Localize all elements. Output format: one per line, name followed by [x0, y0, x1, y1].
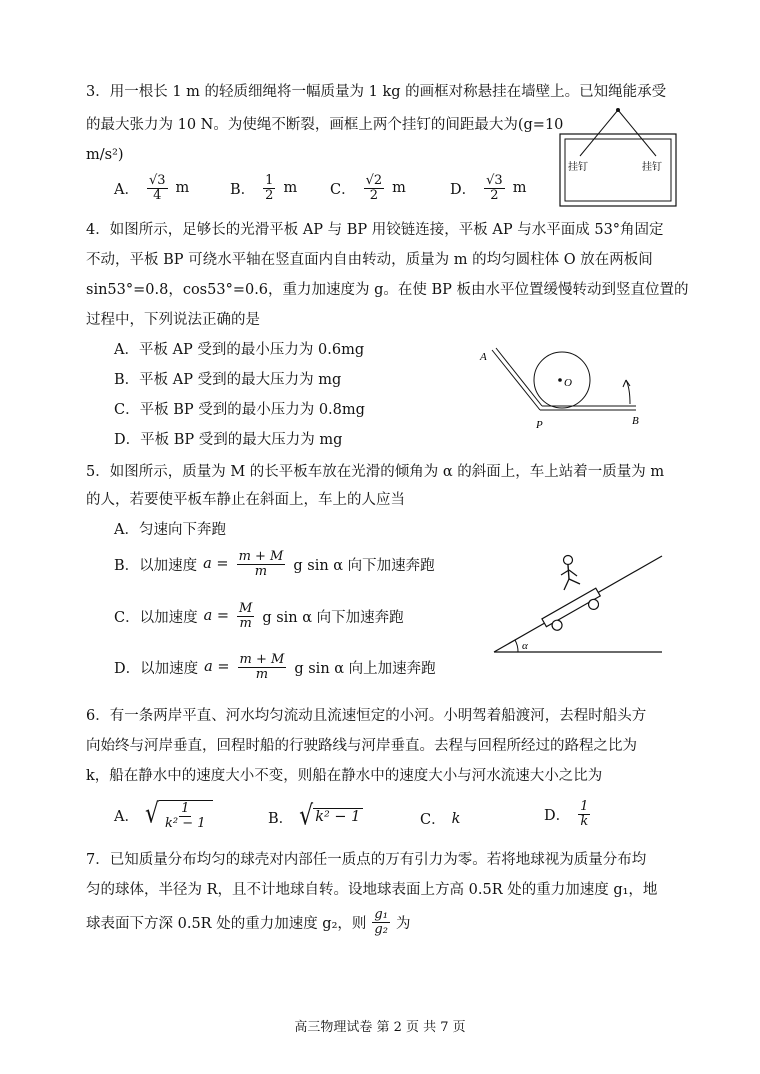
- q7-line2: 匀的球体，半径为 R，且不计地球自转。设地球表面上方高 0.5R 处的重力加速度 g₁，地: [86, 882, 658, 898]
- rope-right: [618, 110, 656, 156]
- q4-plates-figure: [470, 336, 650, 436]
- q6-option-a: A． √ $\frac{1}{\text{k² − 1}}$: [114, 800, 213, 830]
- label-p: P: [536, 419, 543, 431]
- q4-option-d: D．平板 BP 受到的最大压力为 mg: [114, 432, 343, 448]
- q4-line4: 过程中，下列说法正确的是: [86, 312, 260, 328]
- nail-right-label: 挂钉: [642, 162, 662, 173]
- q4-option-a: A．平板 AP 受到的最小压力为 0.6mg: [114, 342, 365, 358]
- q3-line2: 的最大张力为 10 N。为使绳不断裂，画框上两个挂钉的间距最大为(g=10: [86, 117, 564, 133]
- q4-option-b: B．平板 AP 受到的最大压力为 mg: [114, 372, 342, 388]
- cylinder-o: [534, 352, 590, 408]
- q3-option-a: A． $\frac{√3}{4}$ m: [114, 173, 190, 203]
- nail-left-label: 挂钉: [568, 162, 588, 173]
- cylinder-center: [558, 378, 562, 382]
- q5-option-c: C．以加速度 a = $\frac{M}{m}$ g sin α 向下加速奔跑: [114, 601, 404, 631]
- runner-figure: [561, 556, 580, 591]
- cart-group: [542, 588, 605, 634]
- q5-option-a: A．匀速向下奔跑: [114, 522, 226, 538]
- q6-line3: k，船在静水中的速度大小不变，则船在静水中的速度大小与河水流速大小之比为: [86, 768, 603, 784]
- q5-option-b-fraction: $\frac{m + M}{m}$: [238, 549, 284, 579]
- q3-line1: 3．用一根长 1 m 的轻质细绳将一幅质量为 1 kg 的画框对称悬挂在墙壁上。已知绳能承受: [86, 84, 667, 100]
- angle-label: α: [522, 640, 528, 652]
- q3-option-c-fraction: $\frac{√2}{2}$: [365, 173, 383, 203]
- q3-option-d: D． $\frac{√3}{2}$ m: [450, 173, 527, 203]
- rope-left: [580, 110, 618, 156]
- runner-leg-front: [569, 579, 580, 584]
- q4-line2: 不动，平板 BP 可绕水平轴在竖直面内自由转动，质量为 m 的均匀圆柱体 O 放在两板间: [86, 252, 653, 268]
- label-o: O: [564, 377, 572, 389]
- q5-option-b: B．以加速度 a = $\frac{m + M}{m}$ g sin α 向下加速奔跑: [114, 549, 435, 579]
- q4-line1: 4．如图所示，足够长的光滑平板 AP 与 BP 用铰链连接，平板 AP 与水平面成 53°角固定: [86, 222, 664, 238]
- q3-option-c: C． $\frac{√2}{2}$ m: [330, 173, 406, 203]
- q3-option-d-fraction: $\frac{√3}{2}$: [486, 173, 503, 203]
- q5-line1: 5．如图所示，质量为 M 的长平板车放在光滑的倾角为 α 的斜面上，车上站着一质量为 m: [86, 464, 665, 480]
- runner-arm-back: [561, 570, 569, 575]
- plate-ap-inner: [496, 348, 542, 406]
- q3-line3: m/s²): [86, 147, 124, 163]
- wall-nail: [616, 108, 620, 112]
- runner-leg-back: [564, 579, 569, 590]
- q3-option-b-fraction: $\frac{1}{2}$: [265, 173, 274, 203]
- q5-option-d-fraction: $\frac{m + M}{m}$: [239, 652, 285, 682]
- q6-line2: 向始终与河岸垂直，回程时船的行驶路线与河岸垂直。去程与回程所经过的路程之比为: [86, 738, 637, 754]
- q6-option-b: B． √ k² − 1: [268, 806, 363, 828]
- runner-head: [564, 556, 573, 565]
- q4-line3: sin53°=0.8，cos53°=0.6，重力加速度为 g。在使 BP 板由水平位置缓慢转动到竖直位置的: [86, 282, 689, 298]
- q5-incline-figure: [490, 546, 670, 658]
- rotation-arrowhead: [623, 380, 630, 387]
- q5-line2: 的人，若要使平板车静止在斜面上，车上的人应当: [86, 492, 405, 508]
- q3-option-a-fraction: $\frac{√3}{4}$: [148, 173, 166, 203]
- q7-ratio-fraction: $\frac{\text{g₁}}{\text{g₂}}$: [374, 907, 388, 937]
- angle-arc: [515, 640, 518, 652]
- q6-line1: 6．有一条两岸平直、河水均匀流动且流速恒定的小河。小明驾着船渡河，去程时船头方: [86, 708, 647, 724]
- q6-option-d: D． $\frac{1}{k}$: [544, 799, 589, 829]
- q6-option-c: C． k: [420, 810, 461, 828]
- plate-ap-outer: [492, 350, 540, 410]
- q4-option-c: C．平板 BP 受到的最小压力为 0.8mg: [114, 402, 365, 418]
- runner-arm-front: [569, 570, 577, 576]
- q5-option-d: D．以加速度 a = $\frac{m + M}{m}$ g sin α 向上加速奔跑: [114, 652, 436, 682]
- q3-frame-figure: [558, 104, 678, 208]
- label-b: B: [632, 415, 639, 427]
- q3-option-b: B． $\frac{1}{2}$ m: [230, 173, 298, 203]
- label-a: A: [480, 351, 487, 363]
- q6-option-b-root: √ k² − 1: [299, 806, 363, 828]
- q7-line1: 7．已知质量分布均匀的球壳对内部任一质点的万有引力为零。若将地球视为质量分布均: [86, 852, 647, 868]
- runner-body: [568, 565, 569, 579]
- q6-option-a-root: √ $\frac{1}{\text{k² − 1}}$: [145, 800, 213, 830]
- q5-option-c-fraction: $\frac{M}{m}$: [239, 601, 253, 631]
- q7-line3: 球表面下方深 0.5R 处的重力加速度 g₂，则 $\frac{\text{g₁}}{\text{g₂}}$ 为: [86, 907, 411, 937]
- page-footer: 高三物理试卷 第 2 页 共 7 页: [294, 1020, 466, 1035]
- q6-option-d-fraction: $\frac{1}{k}$: [580, 799, 589, 829]
